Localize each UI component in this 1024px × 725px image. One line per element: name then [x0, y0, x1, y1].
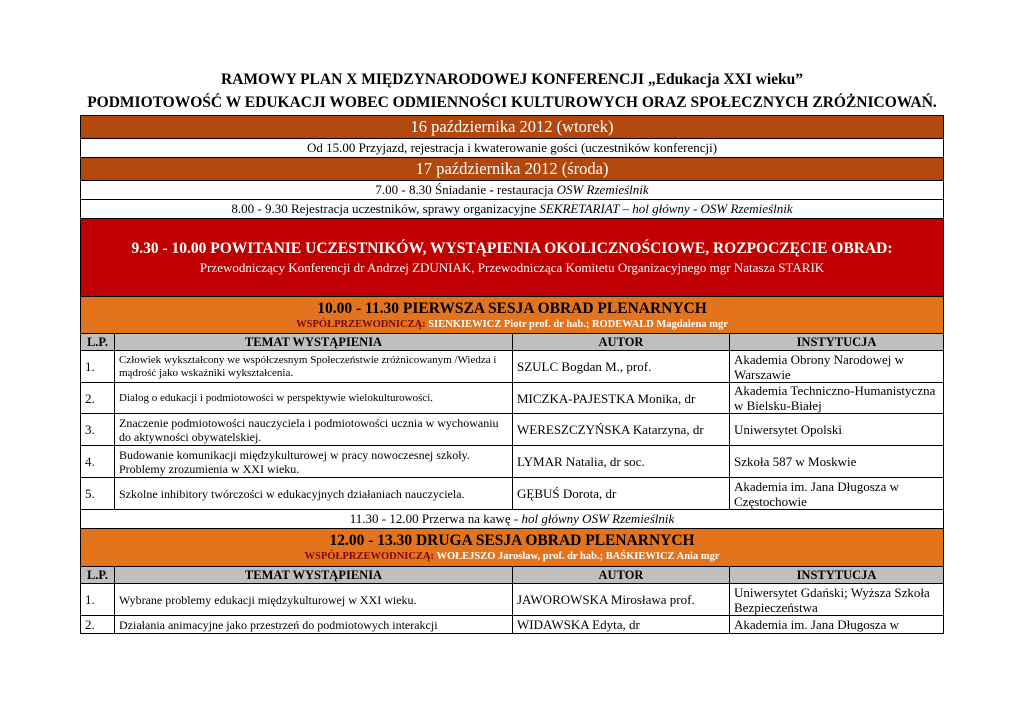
coffee-break-row — [81, 510, 944, 529]
session2-heading-row — [81, 529, 944, 567]
session2-chairs — [85, 550, 939, 564]
coffee-break-text: 11.30 - 12.00 Przerwa na kawę — [349, 511, 514, 526]
row-lp: 2. — [81, 616, 115, 634]
table-row — [81, 414, 944, 446]
row-institution: Akademia Obrony Narodowej w Warszawie — [730, 351, 944, 383]
table-row — [81, 383, 944, 414]
table-row — [81, 446, 944, 478]
row-lp: 3. — [81, 414, 115, 446]
breakfast-time: 7.00 - 8.30 Śniadanie — [375, 182, 487, 197]
row-topic: Dialog o edukacji i podmiotowości w perspektywie wielokulturowości. — [115, 383, 513, 414]
session1-chair-label: WSPÓŁPRZEWODNICZĄ: — [296, 318, 429, 330]
session1-column-header — [81, 334, 944, 351]
day1-heading-row — [81, 116, 944, 139]
row-topic: Szkolne inhibitory twórczości w edukacyjnych działaniach nauczyciela. — [115, 478, 513, 510]
coffee-break-separator: - — [513, 511, 522, 526]
table-row — [81, 478, 944, 510]
document-title: RAMOWY PLAN X MIĘDZYNARODOWEJ KONFERENCJI „Edukacja XXI wieku” — [221, 71, 803, 88]
session1-chairs — [85, 318, 939, 332]
row-lp: 5. — [81, 478, 115, 510]
row-institution: Szkoła 587 w Moskwie — [730, 446, 944, 478]
opening-row — [81, 219, 944, 297]
column-lp: L.P. — [81, 567, 115, 584]
day1-arrival: Od 15.00 Przyjazd, rejestracja i kwaterowanie gości (uczestników konferencji) — [81, 139, 944, 158]
column-topic: TEMAT WYSTĄPIENIA — [115, 567, 513, 584]
registration-time: 8.00 - 9.30 Rejestracja uczestników, sprawy organizacyjne — [231, 201, 540, 216]
opening-subtitle: Przewodniczący Konferencji dr Andrzej ZDUNIAK, Przewodnicząca Komitetu Organizacyjnego mgr Natasza STARIK — [199, 260, 825, 275]
row-institution: Akademia im. Jana Długosza w Częstochowie — [730, 478, 944, 510]
breakfast-row — [81, 181, 944, 200]
row-author: LYMAR Natalia, dr soc. — [513, 446, 730, 478]
registration-row — [81, 200, 944, 219]
session2-chair-names: WOŁEJSZO Jarosław, prof. dr hab.; BAŚKIEWICZ Ania mgr — [436, 551, 720, 562]
row-lp: 4. — [81, 446, 115, 478]
row-institution: Akademia im. Jana Długosza w — [730, 616, 944, 634]
session2-chair-label: WSPÓŁPRZEWODNICZĄ: — [304, 551, 437, 562]
session1-heading-row — [81, 297, 944, 334]
session1-title: 10.00 - 11.30 PIERWSZA SESJA OBRAD PLENARNYCH — [317, 299, 707, 317]
column-author: AUTOR — [513, 334, 730, 351]
registration-place: SEKRETARIAT – hol główny - OSW Rzemieślnik — [539, 201, 793, 216]
registration-cell — [81, 200, 944, 219]
row-topic: Człowiek wykształcony we współczesnym Społeczeństwie zróżnicowanym /Wiedza i mądrość jako wskaźniki wykształcenia. — [115, 351, 513, 383]
row-topic: Działania animacyjne jako przestrzeń do podmiotowych interakcji — [115, 616, 513, 634]
session2-heading — [81, 529, 944, 567]
row-institution: Uniwersytet Gdański; Wyższa Szkoła Bezpieczeństwa — [730, 584, 944, 616]
session1-chair-names: SIENKIEWICZ Piotr prof. dr hab.; RODEWALD Magdalena mgr — [428, 318, 728, 330]
coffee-break-cell — [81, 510, 944, 529]
day2-heading-row — [81, 158, 944, 181]
row-institution: Uniwersytet Opolski — [730, 414, 944, 446]
table-row — [81, 616, 944, 634]
breakfast-place: OSW Rzemieślnik — [556, 182, 649, 197]
opening-title: 9.30 - 10.00 POWITANIE UCZESTNIKÓW, WYSTĄPIENIA OKOLICZNOŚCIOWE, ROZPOCZĘCIE OBRAD: — [131, 240, 893, 257]
session2-column-header — [81, 567, 944, 584]
document-subtitle: PODMIOTOWOŚĆ W EDUKACJI WOBEC ODMIENNOŚCI KULTUROWYCH ORAZ SPOŁECZNYCH ZRÓŻNICOWAŃ. — [87, 94, 937, 111]
row-institution: Akademia Techniczno-Humanistyczna w Bielsku-Białej — [730, 383, 944, 414]
row-author: SZULC Bogdan M., prof. — [513, 351, 730, 383]
row-topic: Budowanie komunikacji międzykulturowej w pracy nowoczesnej szkoły. Problemy zrozumienia w XXI wieku. — [115, 446, 513, 478]
day1-item-row — [81, 139, 944, 158]
day1-heading: 16 października 2012 (wtorek) — [81, 116, 944, 139]
row-author: WIDAWSKA Edyta, dr — [513, 616, 730, 634]
column-topic: TEMAT WYSTĄPIENIA — [115, 334, 513, 351]
breakfast-separator: - — [486, 182, 498, 197]
row-author: MICZKA-PAJESTKA Monika, dr — [513, 383, 730, 414]
row-lp: 2. — [81, 383, 115, 414]
day2-heading: 17 października 2012 (środa) — [81, 158, 944, 181]
row-author: JAWOROWSKA Mirosława prof. — [513, 584, 730, 616]
session2-title: 12.00 - 13.30 DRUGA SESJA OBRAD PLENARNYCH — [329, 532, 695, 549]
column-lp: L.P. — [81, 334, 115, 351]
column-author: AUTOR — [513, 567, 730, 584]
table-row — [81, 584, 944, 616]
column-institution: INSTYTUCJA — [730, 334, 944, 351]
coffee-break-place: hol główny OSW Rzemieślnik — [521, 511, 675, 526]
row-lp: 1. — [81, 584, 115, 616]
row-lp: 1. — [81, 351, 115, 383]
table-row — [81, 351, 944, 383]
breakfast-rest: restauracja — [497, 182, 557, 197]
row-author: WERESZCZYŃSKA Katarzyna, dr — [513, 414, 730, 446]
conference-schedule-table — [80, 115, 944, 634]
row-topic: Znaczenie podmiotowości nauczyciela i podmiotowości ucznia w wychowaniu do aktywności obywatelskiej. — [115, 414, 513, 446]
row-author: GĘBUŚ Dorota, dr — [513, 478, 730, 510]
breakfast-cell — [81, 181, 944, 200]
opening-cell — [81, 219, 944, 297]
session1-heading — [81, 297, 944, 334]
row-topic: Wybrane problemy edukacji międzykulturowej w XXI wieku. — [115, 584, 513, 616]
column-institution: INSTYTUCJA — [730, 567, 944, 584]
